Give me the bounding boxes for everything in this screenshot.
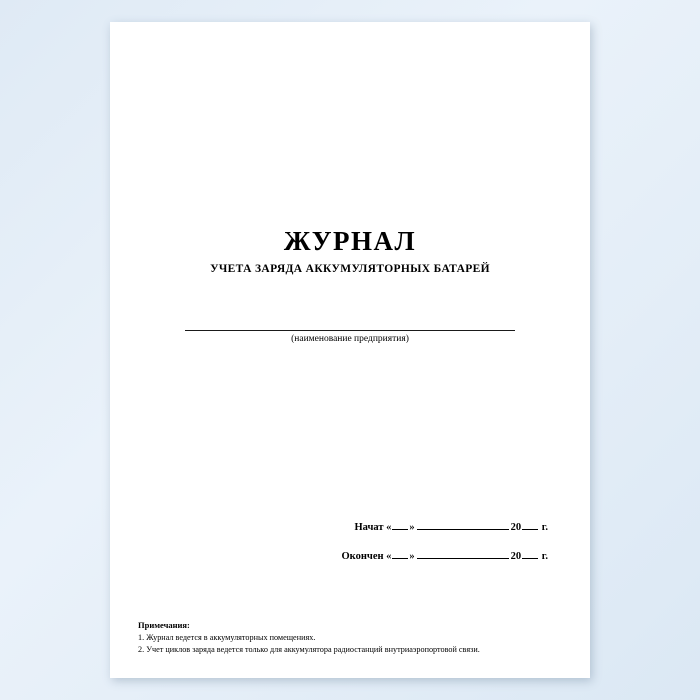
document-content <box>110 22 590 678</box>
start-date-row <box>342 522 548 533</box>
end-year-blank <box>522 558 538 559</box>
title-block <box>110 227 590 275</box>
start-quote-close: » <box>409 522 415 533</box>
dates-block <box>342 522 548 580</box>
page-title: ЖУРНАЛ <box>283 226 417 256</box>
end-date-row <box>342 551 548 562</box>
start-month-blank <box>417 529 509 530</box>
start-date-label: Начат <box>354 522 384 533</box>
document-page <box>110 22 590 678</box>
organization-fill-line <box>185 320 515 331</box>
end-quote-open: « <box>386 551 392 562</box>
notes-heading: Примечания: <box>138 620 190 631</box>
start-day-blank <box>392 529 408 530</box>
page-subtitle: УЧЕТА ЗАРЯДА АККУМУЛЯТОРНЫХ БАТАРЕЙ <box>210 262 490 275</box>
start-year-suffix: г. <box>541 522 548 533</box>
end-month-blank <box>417 558 509 559</box>
notes-block <box>138 620 568 656</box>
start-quote-open: « <box>386 522 392 533</box>
end-year-suffix: г. <box>541 551 548 562</box>
organization-caption: (наименование предприятия) <box>291 334 409 344</box>
end-day-blank <box>392 558 408 559</box>
end-quote-close: » <box>409 551 415 562</box>
end-date-label: Окончен <box>341 551 384 562</box>
notes-item: 2. Учет циклов заряда ведется только для аккумулятора радиостанций внутриаэропортовой связи. <box>138 645 480 655</box>
start-year-prefix: 20 <box>510 522 522 533</box>
organization-block <box>110 320 590 344</box>
end-year-prefix: 20 <box>510 551 522 562</box>
start-year-blank <box>522 529 538 530</box>
notes-item: 1. Журнал ведется в аккумуляторных помещениях. <box>138 633 316 643</box>
